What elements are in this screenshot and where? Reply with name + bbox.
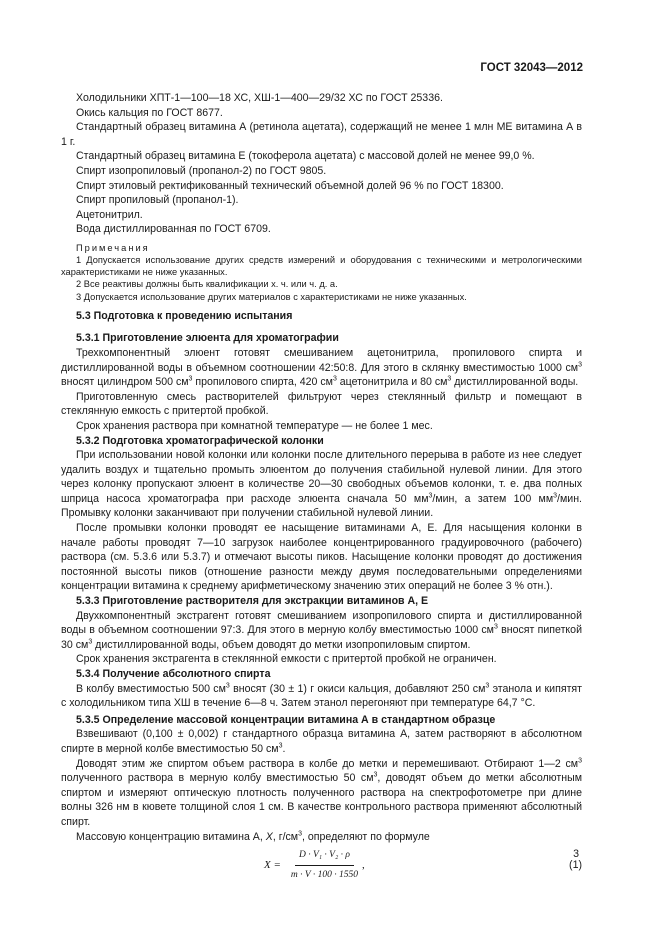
equipment-line: Вода дистиллированная по ГОСТ 6709.	[76, 223, 271, 236]
paragraph: Взвешивают (0,100 ± 0,002) г стандартного образца витамина А, затем растворяют в абсолютном спирте в мерной колбе вместимостью 50 $см^3$.	[61, 728, 582, 755]
paragraph: Срок хранения экстрагента в стеклянной емкости с притертой пробкой не ограничен.	[76, 653, 497, 666]
heading-5-3-3: 5.3.3 Приготовление растворителя для экстракции витаминов А, Е	[76, 595, 429, 608]
page-number: 3	[573, 848, 579, 860]
paragraph: Приготовленную смесь растворителей фильтруют через стеклянный фильтр и помещают в стеклянную емкость с притертой пробкой.	[61, 390, 582, 418]
paragraph: Срок хранения раствора при комнатной температуре — не более 1 мес.	[76, 419, 433, 432]
equipment-line: Холодильники ХПТ-1—100—18 ХС, ХШ-1—400—29/32 ХС по ГОСТ 25336.	[76, 92, 443, 104]
paragraph: В колбу вместимостью 500 $см^3$ вносят (30 ± 1) г окиси кальция, добавляют 250 $см^3$ этанола и кипятят с холодильником типа ХШ в течение 6—8 ч. Затем этанол перегоняют при температуре 64,7 °С.	[61, 682, 583, 710]
equation-number: (1)	[569, 859, 582, 872]
formula-expression: X = $\frac{\text{D · V₁ · V₂ · ρ}}{m \cdot V \cdot 100 \cdot 1550}$ ,	[264, 848, 365, 882]
equipment-line: Стандартный образец витамина Е (токоферола ацетата) с массовой долей не менее 99,0 %.	[76, 150, 535, 163]
paragraph: Массовую концентрацию витамина А, X, $г/см^3$, определяют по формуле	[76, 830, 430, 843]
note: 1 Допускается использование других средств измерений и оборудования с техническими и метрологическими характеристиками не ниже указанных.	[61, 254, 582, 278]
note: 2 Все реактивы должны быть квалификации х. ч. или ч. д. а.	[76, 279, 338, 290]
paragraph: При использовании новой колонки или колонки после длительного перерыва в работе из нее следует удалить воздух и тщательно промыть элюентом до получения стабильной нулевой линии. Для этого через колонку пропускают элюент в количестве 20—30 свободных объемов колонки, т. е. два полных шприца насоса хроматографа при расходе элюента сначала 50 $мм^3$/мин, а затем 100 $мм^3$/мин. Промывку колонки заканчивают при получении стабильной нулевой линии.	[61, 449, 582, 520]
equipment-line: Спирт изопропиловый (пропанол-2) по ГОСТ 9805.	[76, 164, 327, 177]
equipment-line: Спирт этиловый ректификованный технический объемной долей 96 % по ГОСТ 18300.	[76, 179, 504, 192]
equipment-line: Стандартный образец витамина А (ретинола ацетата), содержащий не менее 1 млн МЕ витамина А в 1 г.	[61, 121, 582, 148]
paragraph: Трехкомпонентный элюент готовят смешиванием ацетонитрила, пропилового спирта и дистиллированной воды в объемном соотношении 42:50:8. Для этого в склянку вместимостью 1000 $см^3$ вносят цилиндром 500 $см^3$ пропилового спирта, 420 $см^3$ ацетонитрила и 80 $см^3$ дистиллированной воды.	[61, 346, 582, 389]
equipment-line: Спирт пропиловый (пропанол-1).	[76, 194, 239, 207]
section-heading-5-3: 5.3 Подготовка к проведению испытания	[76, 309, 293, 322]
paragraph: Двухкомпонентный экстрагент готовят смешиванием изопропилового спирта и дистиллированной воды в объемном соотношении 97:3. Для этого в мерную колбу вместимостью 1000 $см^3$ вносят пипеткой 30 $см^3$ дистиллированной воды, объем доводят до метки изопропиловым спиртом.	[61, 609, 582, 651]
heading-5-3-4: 5.3.4 Получение абсолютного спирта	[76, 668, 271, 680]
formula-numerator: D · V₁ · V₂ · ρ	[295, 848, 354, 866]
heading-5-3-1: 5.3.1 Приготовление элюента для хроматографии	[76, 332, 339, 345]
notes-title: Примечания	[76, 242, 150, 253]
paragraph: После промывки колонки проводят ее насыщение витаминами А, Е. Для насыщения колонки в начале работы проводят 7—10 загрузок наиболее концентрированного градуировочного (рабочего) раствора (см. 5.3.6 или 5.3.7) и отмечают высоты пиков. Насыщение колонки проводят до достижения постоянной высоты пиков (отношение разности между двумя последовательными определениями концентрации витамина к среднему арифметическому значению этих операций не более 3 % отн.).	[61, 522, 582, 593]
equipment-line: Ацетонитрил.	[76, 208, 143, 221]
equipment-line: Окись кальция по ГОСТ 8677.	[76, 106, 223, 119]
heading-5-3-5: 5.3.5 Определение массовой концентрации витамина А в стандартном образце	[76, 713, 496, 726]
formula-1	[61, 848, 582, 888]
page-content	[61, 91, 582, 888]
note: 3 Допускается использование других материалов с характеристиками не ниже указанных.	[76, 291, 467, 302]
formula-denominator: m · V · 100 · 1550	[290, 869, 359, 880]
paragraph: Доводят этим же спиртом объем раствора в колбе до метки и перемешивают. Отбирают 1—2 $см^3$ полученного раствора в мерную колбу вместимостью 50 $см^3$, доводят объем до метки абсолютным спиртом и измеряют оптическую плотность полученного раствора на спектрофотометре при длине волны 326 нм в кювете толщиной слоя 1 см. В качестве контрольного раствора применяют абсолютный спирт.	[61, 757, 582, 828]
heading-5-3-2: 5.3.2 Подготовка хроматографической колонки	[76, 434, 324, 447]
standard-number-header: ГОСТ 32043—2012	[480, 62, 583, 74]
